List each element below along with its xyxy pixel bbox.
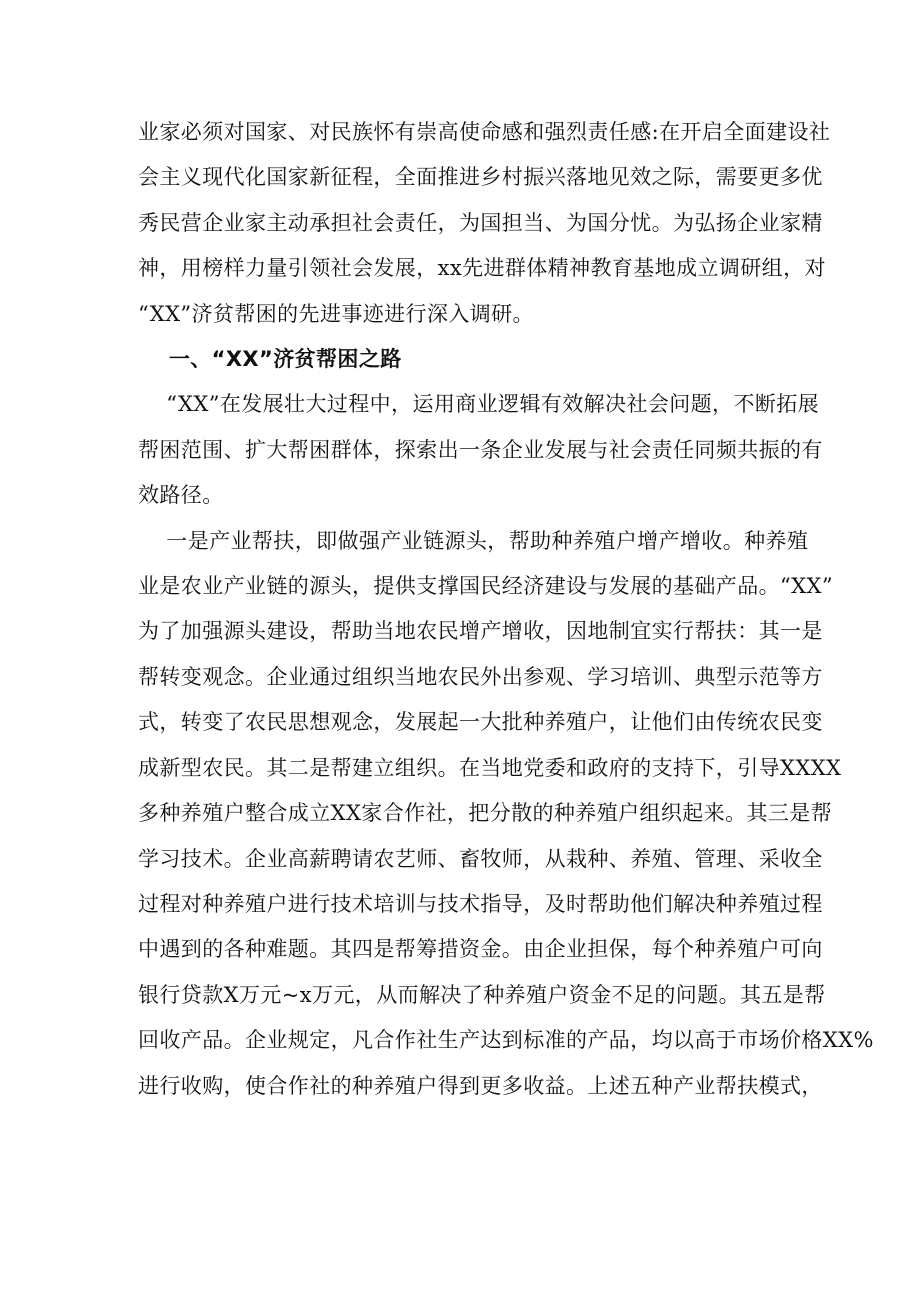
body-line: 学习技术。企业高薪聘请农艺师、畜牧师，从栽种、养殖、管理、采收全 (138, 846, 823, 871)
body-line: 帮转变观念。企业通过组织当地农民外出参观、学习培训、典型示范等方 (138, 664, 823, 689)
body-line: 会主义现代化国家新征程，全面推进乡村振兴落地见效之际，需要更多优 (138, 165, 823, 190)
body-line: 多种养殖户整合成立XX家合作社，把分散的种养殖户组织起来。其三是帮 (138, 801, 833, 826)
body-line: 神，用榜样力量引领社会发展，xx先进群体精神教育基地成立调研组，对 (138, 256, 826, 281)
body-line: 为了加强源头建设，帮助当地农民增产增收，因地制宜实行帮扶：其一是 (138, 619, 823, 644)
body-line: “XX”在发展壮大过程中，运用商业逻辑有效解决社会问题，不断拓展 (138, 392, 820, 417)
document-body (138, 110, 874, 1109)
body-line: 一是产业帮扶，即做强产业链源头，帮助种养殖户增产增收。种养殖 (138, 528, 809, 553)
body-line: 过程对种养殖户进行技术培训与技术指导，及时帮助他们解决种养殖过程 (138, 891, 823, 916)
body-line: 业家必须对国家、对民族怀有崇高使命感和强烈责任感:在开启全面建设社 (138, 120, 831, 144)
body-line: 业是农业产业链的源头，提供支撑国民经济建设与发展的基础产品。“XX” (138, 574, 833, 599)
body-line: 秀民营企业家主动承担社会责任，为国担当、为国分忧。为弘扬企业家精 (138, 210, 823, 235)
body-line: “XX”济贫帮困的先进事迹进行深入调研。 (138, 301, 534, 326)
body-line: 银行贷款X万元~x万元，从而解决了种养殖户资金不足的问题。其五是帮 (138, 982, 826, 1007)
body-line: 效路径。 (138, 483, 224, 508)
body-line: 进行收购，使合作社的种养殖户得到更多收益。上述五种产业帮扶模式， (138, 1073, 823, 1098)
body-line: 成新型农民。其二是帮建立组织。在当地党委和政府的支持下，引导XXXX (138, 755, 842, 780)
body-line: 帮困范围、扩大帮困群体，探索出一条企业发展与社会责任同频共振的有 (138, 437, 823, 462)
section-heading: 一、“XX”济贫帮困之路 (138, 347, 402, 372)
body-line: 式，转变了农民思想观念，发展起一大批种养殖户，让他们由传统农民变 (138, 710, 823, 735)
body-line: 回收产品。企业规定，凡合作社生产达到标准的产品，均以高于市场价格XX% (138, 1028, 874, 1053)
body-line: 中遇到的各种难题。其四是帮筹措资金。由企业担保，每个种养殖户可向 (138, 937, 823, 962)
